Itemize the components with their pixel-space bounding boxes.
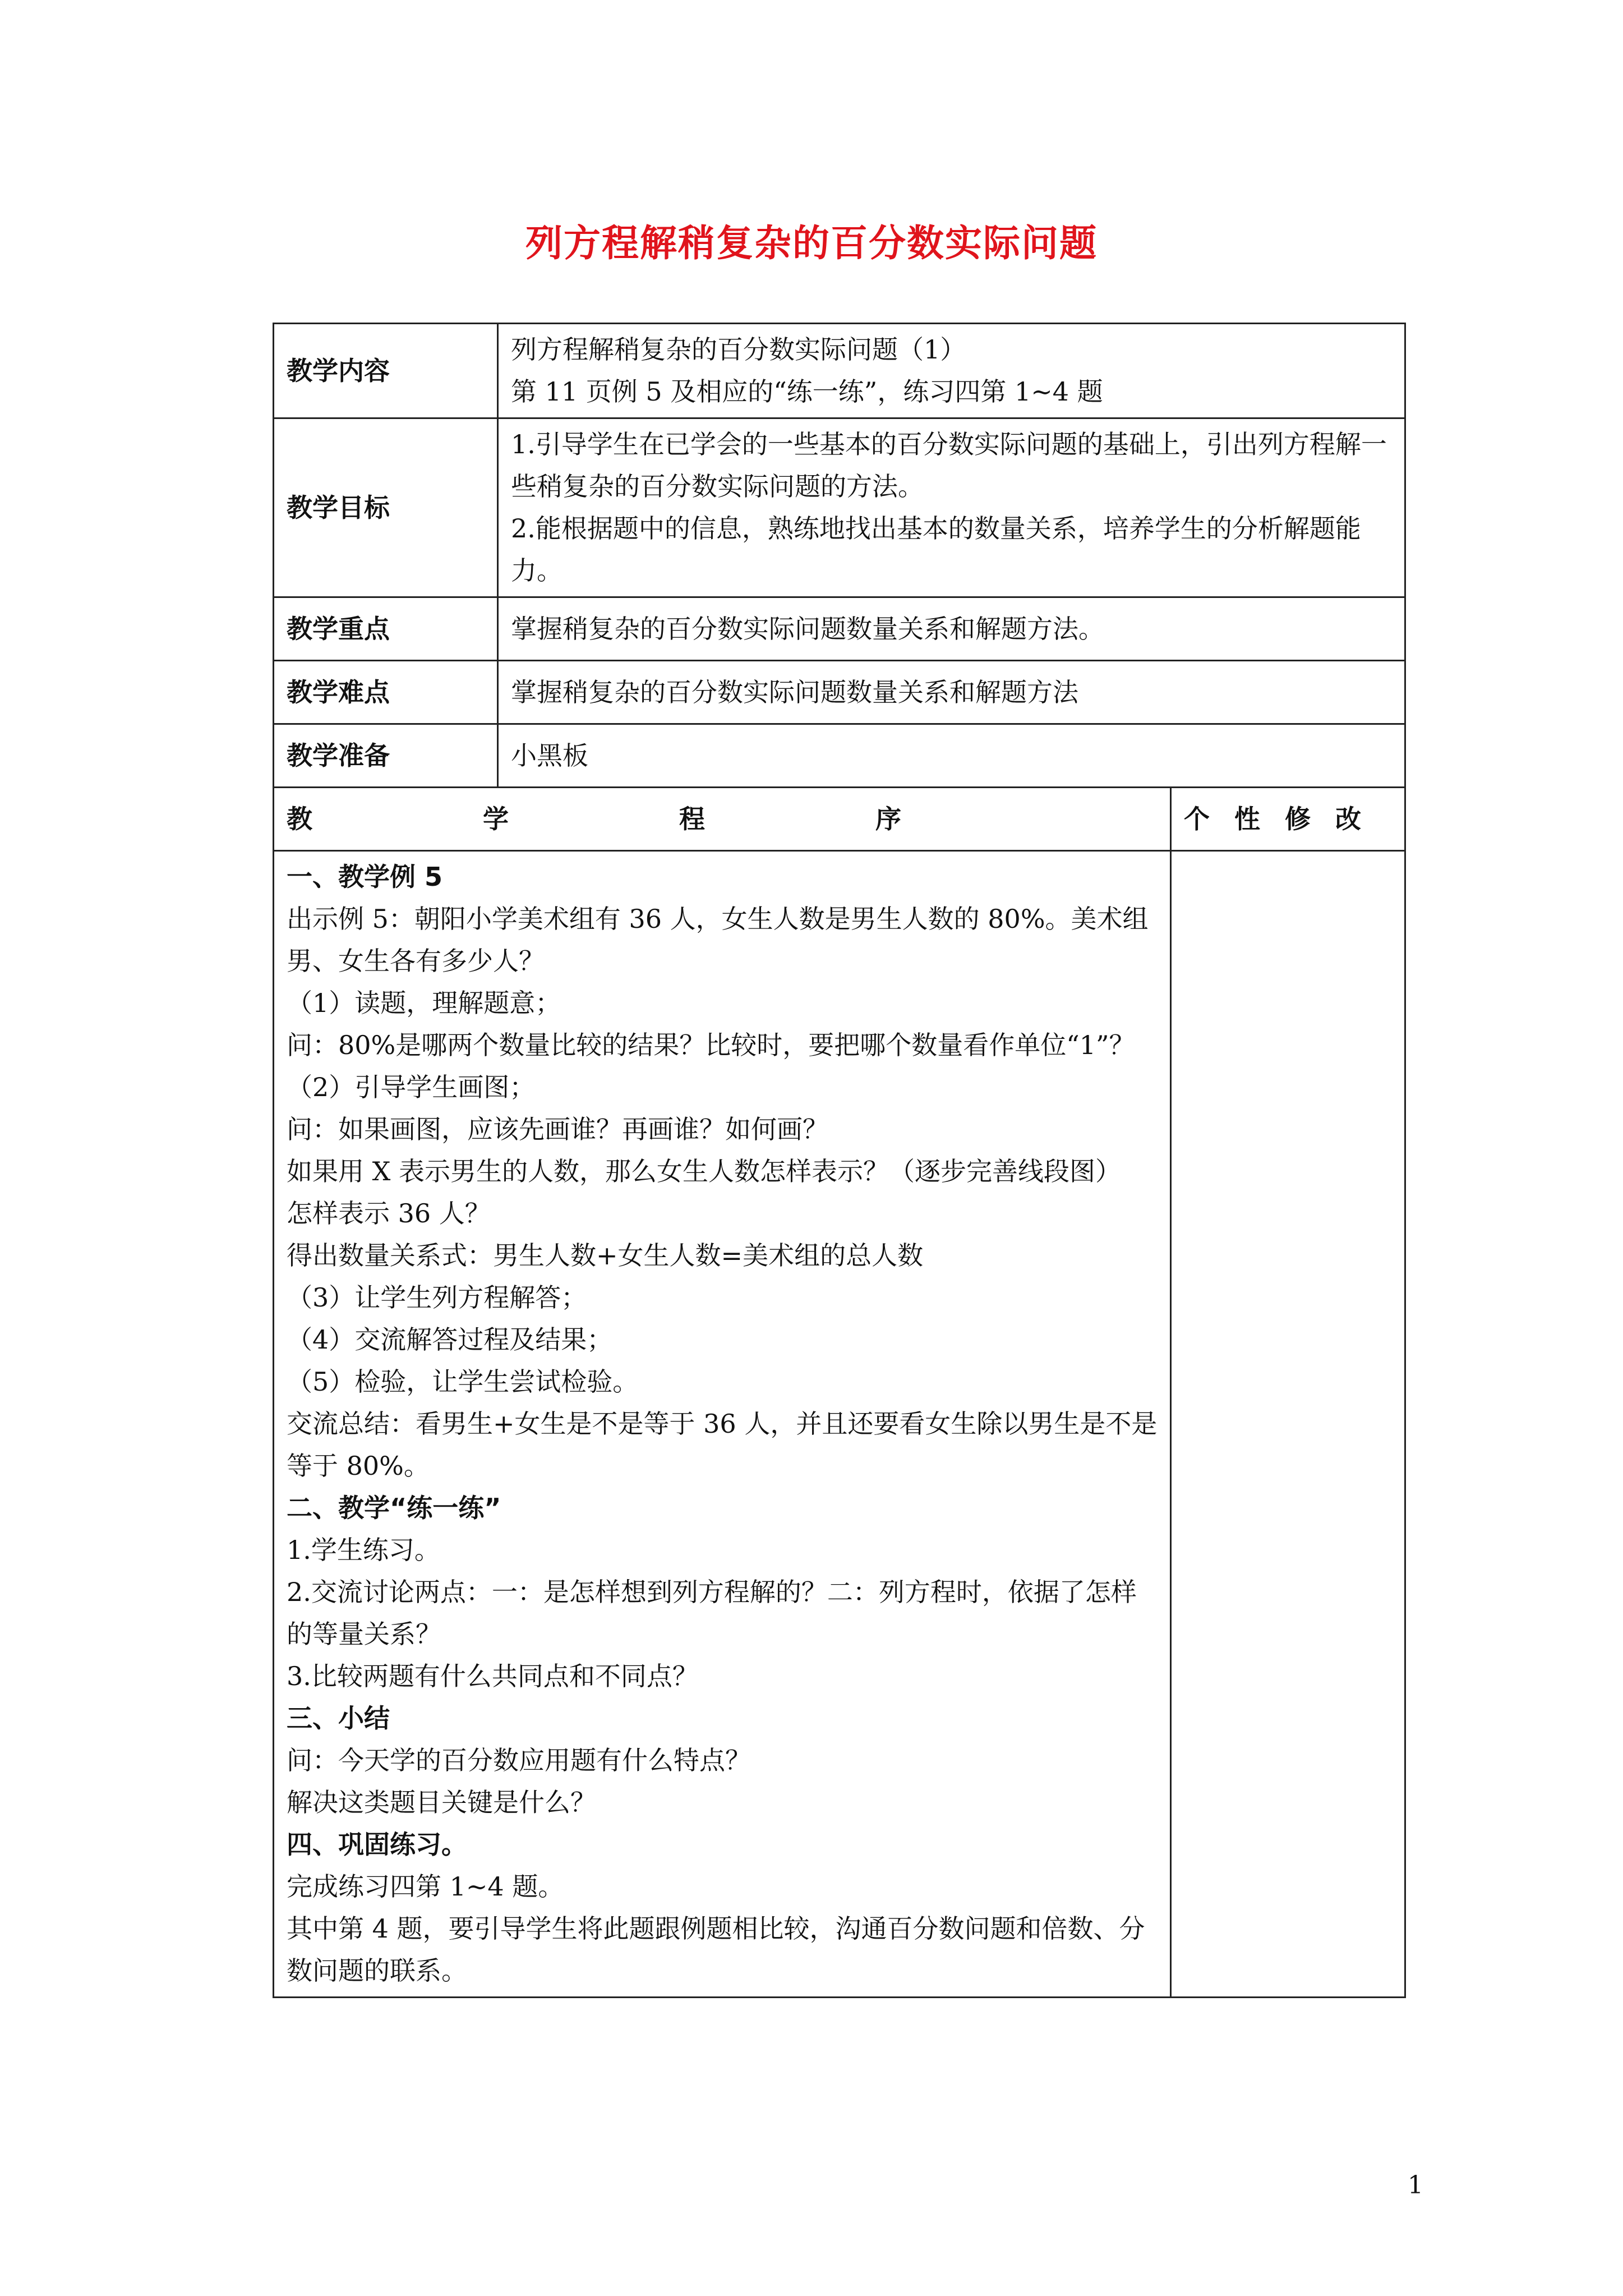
- revision-header: 个 性 修 改: [1171, 788, 1405, 851]
- row-procedure: [274, 851, 1405, 1998]
- procedure-line: 如果用 X 表示男生的人数，那么女生人数怎样表示？（逐步完善线段图）: [287, 1156, 1121, 1186]
- content-line: 第 11 页例 5 及相应的“练一练”，练习四第 1~4 题: [511, 376, 1103, 407]
- row-procedure-header: [274, 788, 1405, 851]
- page-number: 1: [1408, 2171, 1423, 2200]
- row-preparation: [274, 724, 1405, 788]
- section-title: 一、教学例 5: [287, 862, 443, 892]
- section-title: 二、教学“练一练”: [287, 1493, 501, 1523]
- value-preparation: 小黑板: [498, 724, 1405, 788]
- procedure-line: 问：如果画图，应该先画谁？再画谁？如何画？: [287, 1114, 828, 1144]
- procedure-body: [274, 851, 1171, 1998]
- row-goals: [274, 418, 1405, 597]
- procedure-line: 出示例 5：朝阳小学美术组有 36 人，女生人数是男生人数的 80%。美术组男、女生各有多少人？: [287, 904, 1149, 976]
- procedure-header: [274, 788, 1171, 851]
- procedure-line: 3.比较两题有什么共同点和不同点？: [287, 1661, 698, 1691]
- value-key-point: 掌握稍复杂的百分数实际问题数量关系和解题方法。: [498, 597, 1405, 661]
- section-title: 四、巩固练习。: [287, 1829, 467, 1860]
- label-content: 教学内容: [274, 324, 498, 418]
- procedure-line: 解决这类题目关键是什么？: [287, 1787, 596, 1818]
- document-title: 列方程解稍复杂的百分数实际问题: [525, 221, 1098, 265]
- value-content: [498, 324, 1405, 418]
- procedure-line: （3）让学生列方程解答；: [287, 1282, 587, 1313]
- procedure-line: （1）读题，理解题意；: [287, 988, 561, 1018]
- procedure-line: 问：80%是哪两个数量比较的结果？比较时，要把哪个数量看作单位“1”？: [287, 1030, 1135, 1060]
- procedure-line: （4）交流解答过程及结果；: [287, 1324, 613, 1355]
- content-line: 列方程解稍复杂的百分数实际问题（1）: [511, 334, 966, 365]
- procedure-line: 问：今天学的百分数应用题有什么特点？: [287, 1745, 751, 1775]
- procedure-line: （2）引导学生画图；: [287, 1072, 536, 1102]
- procedure-header-char: 程: [679, 803, 705, 834]
- procedure-line: 其中第 4 题，要引导学生将此题跟例题相比较，沟通百分数问题和倍数、分数问题的联系。: [287, 1913, 1145, 1986]
- procedure-line: 得出数量关系式：男生人数+女生人数=美术组的总人数: [287, 1240, 924, 1271]
- procedure-header-char: 教: [287, 803, 312, 834]
- procedure-line: 交流总结：看男生+女生是不是等于 36 人，并且还要看女生除以男生是不是等于 80%。: [287, 1409, 1158, 1481]
- procedure-line: 怎样表示 36 人？: [287, 1198, 491, 1228]
- goal-line: 1.引导学生在已学会的一些基本的百分数实际问题的基础上，引出列方程解一些稍复杂的百分数实际问题的方法。: [511, 429, 1387, 501]
- value-difficulty: 掌握稍复杂的百分数实际问题数量关系和解题方法: [498, 661, 1405, 724]
- revision-column: [1171, 851, 1405, 1998]
- procedure-line: （5）检验，让学生尝试检验。: [287, 1366, 639, 1397]
- procedure-line: 1.学生练习。: [287, 1535, 440, 1565]
- section-title: 三、小结: [287, 1703, 390, 1733]
- label-difficulty: 教学难点: [274, 661, 498, 724]
- procedure-header-char: 学: [483, 803, 509, 834]
- row-key-point: [274, 597, 1405, 661]
- procedure-line: 2.交流讨论两点：一：是怎样想到列方程解的？二：列方程时，依据了怎样的等量关系？: [287, 1577, 1137, 1649]
- label-key-point: 教学重点: [274, 597, 498, 661]
- procedure-header-char: 序: [875, 803, 901, 834]
- row-difficulty: [274, 661, 1405, 724]
- goal-line: 2.能根据题中的信息，熟练地找出基本的数量关系，培养学生的分析解题能力。: [511, 513, 1361, 586]
- row-content: [274, 324, 1405, 418]
- label-preparation: 教学准备: [274, 724, 498, 788]
- value-goals: [498, 418, 1405, 597]
- label-goals: 教学目标: [274, 418, 498, 597]
- procedure-line: 完成练习四第 1~4 题。: [287, 1871, 564, 1902]
- lesson-plan-table: [273, 323, 1406, 1998]
